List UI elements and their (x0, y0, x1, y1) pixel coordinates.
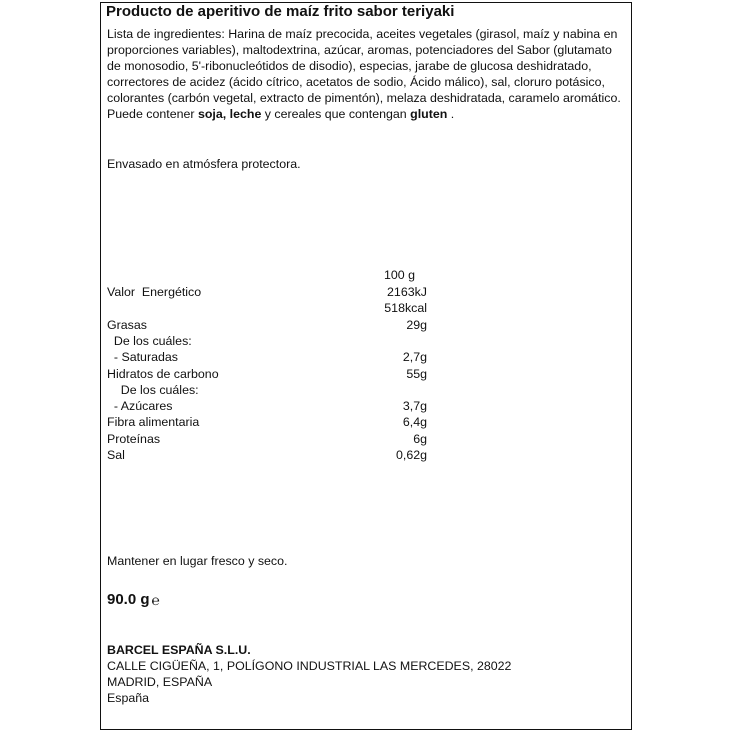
allergen-gluten: gluten (410, 107, 448, 121)
nutrition-row (107, 366, 427, 382)
ingredients-text: Lista de ingredientes: Harina de maíz precocida, aceites vegetales (girasol, maíz y nabina en proporciones variables), maltodextrina, azúcar, aromas, potenciadores del Sabor (glutamato de monosodio, 5'-ribonucleótidos de disodio), especias, jarabe de glucosa deshidratado, correctores de acidez (ácido cítrico, acetatos de sodio, Ácido málico), sal, cloruro potásico, colorantes (carbón vegetal, extracto de pimentón), melaza deshidratada, caramelo aromático. Puede contener (107, 27, 621, 121)
nutrition-value: 0,62g (395, 448, 427, 462)
nutrition-row (107, 300, 427, 316)
nutrition-value: 2163kJ (387, 285, 427, 299)
nutrition-label: Fibra alimentaria (107, 415, 200, 430)
ingredients-list (107, 26, 625, 122)
estimated-sign-icon: ℮ (151, 591, 160, 608)
net-weight (107, 591, 160, 608)
company-address-line-2: MADRID, ESPAÑA (107, 675, 213, 689)
nutrition-row (107, 317, 427, 333)
nutrition-row (107, 431, 427, 447)
nutrition-label: - Azúcares (107, 399, 173, 414)
nutrition-column-header: 100 g (384, 268, 416, 282)
nutrition-label: De los cuáles: (107, 382, 199, 397)
nutrition-label: Hidratos de carbono (107, 366, 219, 381)
nutrition-row (107, 349, 427, 365)
company-address-line-1: CALLE CIGÜEÑA, 1, POLÍGONO INDUSTRIAL LAS MERCEDES, 28022 (107, 659, 512, 673)
company-country: España (107, 691, 150, 705)
nutrition-value: 29g (406, 317, 427, 332)
nutrition-value: 55g (406, 366, 427, 381)
nutrition-row (107, 398, 427, 414)
nutrition-value: 2,7g (402, 350, 427, 365)
nutrition-label: - Saturadas (107, 350, 178, 365)
allergen-soja: soja, (197, 107, 227, 121)
nutrition-value: 6g (413, 431, 427, 446)
net-weight-value: 90.0 g (107, 591, 150, 608)
nutrition-row (107, 447, 427, 463)
nutrition-row (107, 333, 427, 349)
ingredients-end: . (450, 107, 455, 121)
nutrition-label: De los cuáles: (107, 333, 192, 348)
ingredients-text-middle: y cereales que contengan (264, 107, 407, 121)
nutrition-value: 3,7g (402, 399, 427, 414)
nutrition-label: Proteínas (107, 431, 161, 446)
product-title: Producto de aperitivo de maíz frito sabor teriyaki (106, 3, 455, 20)
nutrition-value: 518kcal (384, 301, 427, 316)
nutrition-row (107, 382, 427, 398)
company-info (107, 642, 511, 706)
nutrition-label: Valor Energético (107, 285, 202, 299)
allergen-leche: leche (229, 107, 262, 121)
nutrition-row (107, 414, 427, 430)
company-name: BARCEL ESPAÑA S.L.U. (107, 643, 251, 657)
packaging-note: Envasado en atmósfera protectora. (107, 157, 301, 171)
nutrition-value: 6,4g (402, 415, 427, 430)
nutrition-row (107, 284, 427, 300)
nutrition-label: Grasas (107, 317, 147, 332)
nutrition-label: Sal (107, 448, 125, 462)
storage-instructions: Mantener en lugar fresco y seco. (107, 554, 288, 568)
